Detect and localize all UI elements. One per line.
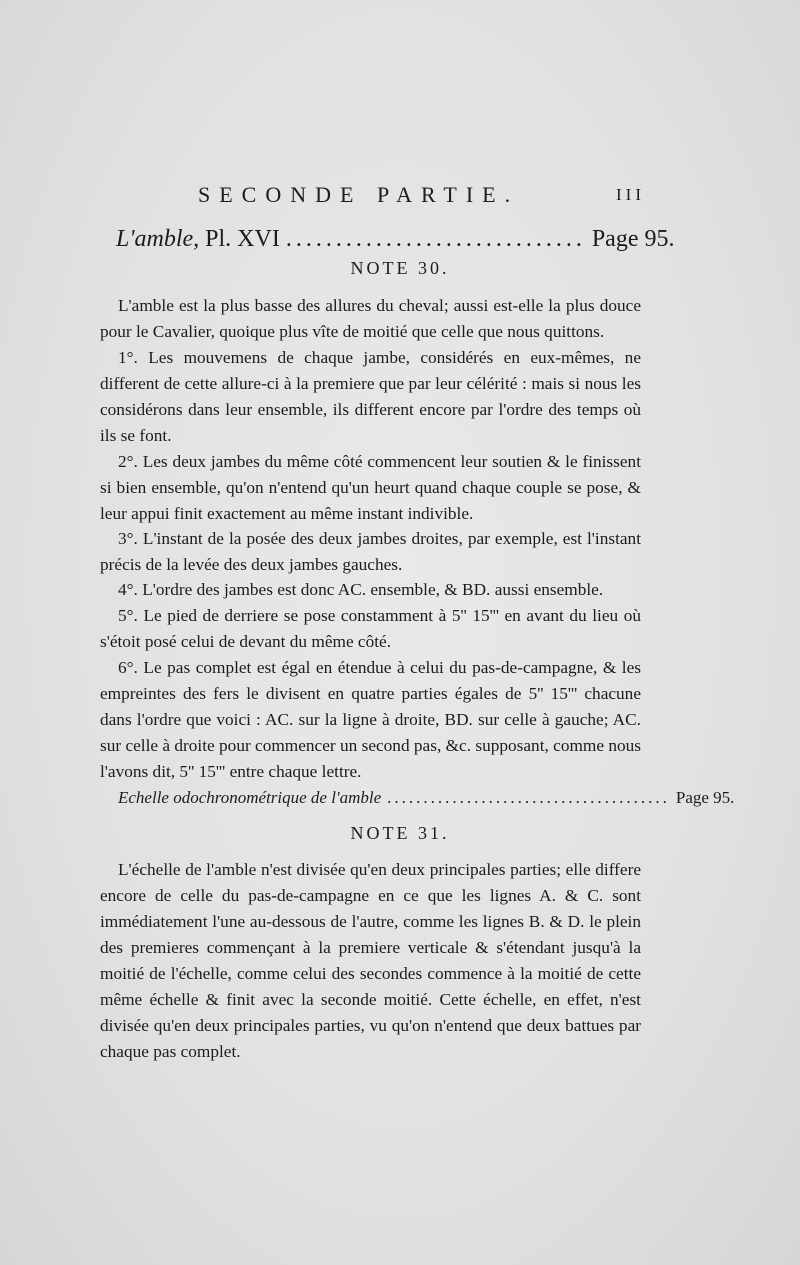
plate-entry-amble — [116, 226, 675, 253]
note-heading: NOTE 30. — [350, 258, 450, 278]
dot-leader: .............................. — [285, 226, 586, 252]
paragraph: 1°. Les mouvemens de chaque jambe, considérés en eux-mêmes, ne different de cette allure-ci à la premiere que par leur célérité : mais si nous les considérons dans leur ensemble, ils different encore par l'ordre des temps où ils se font. — [100, 348, 641, 445]
dot-leader: ....................................... — [387, 788, 670, 807]
plate-entry-echelle — [118, 788, 735, 808]
running-head — [100, 182, 645, 212]
entry-plate: Pl. XVI — [205, 226, 280, 252]
entry-title: L'amble, — [116, 226, 200, 252]
paragraph: 3°. L'instant de la posée des deux jambes droites, par exemple, est l'instant précis de la levée des deux jambes gauches. — [100, 529, 641, 574]
note-heading: NOTE 31. — [350, 823, 450, 843]
paragraph: 6°. Le pas complet est égal en étendue à celui du pas-de-campagne, & les empreintes des fers le divisent en quatre parties égales de 5'' 15''' chacune dans l'ordre que voici : AC. sur la ligne à droite, BD. sur celle à gauche; AC. sur celle à droite pour commencer un second pas, &c. supposant, comme nous l'avons dit, 5'' 15''' entre chaque lettre. — [100, 658, 641, 781]
paragraph: 2°. Les deux jambes du même côté commencent leur soutien & le finissent si bien ensemble, qu'on n'entend qu'un heurt quand chaque couple se pose, & leur appui finit exactement au même instant indivible. — [100, 452, 641, 523]
paragraph: 5°. Le pied de derriere se pose constamment à 5'' 15''' en avant du lieu où s'étoit posé celui de devant du même côté. — [100, 606, 641, 651]
entry-title: Echelle odochronométrique de l'amble — [118, 788, 382, 807]
running-title: SECONDE PARTIE. — [198, 182, 520, 207]
paragraph: L'échelle de l'amble n'est divisée qu'en deux principales parties; elle differe encore de celle du pas-de-campagne en ce que les lignes A. & C. sont immédiatement l'une au-dessous de l'autre, comme les lignes B. & D. le plein des premieres commençant à la premiere verticale & s'étendant jusqu'à la moitié de l'échelle, comme celui des secondes commence à la moitié de cette même échelle & finit avec la seconde moitié. Cette échelle, en effet, n'est divisée qu'en deux principales parties, vu qu'on n'entend que deux battues par chaque pas complet. — [100, 860, 641, 1061]
entry-page-ref: Page 95. — [591, 226, 675, 252]
page-number: III — [616, 185, 645, 204]
paragraph: L'amble est la plus basse des allures du cheval; aussi est-elle la plus douce pour le Cavalier, quoique plus vîte de moitié que celle que nous quittons. — [100, 296, 641, 341]
entry-page-ref: Page 95. — [675, 788, 735, 807]
paragraph: 4°. L'ordre des jambes est donc AC. ensemble, & BD. aussi ensemble. — [118, 580, 604, 599]
